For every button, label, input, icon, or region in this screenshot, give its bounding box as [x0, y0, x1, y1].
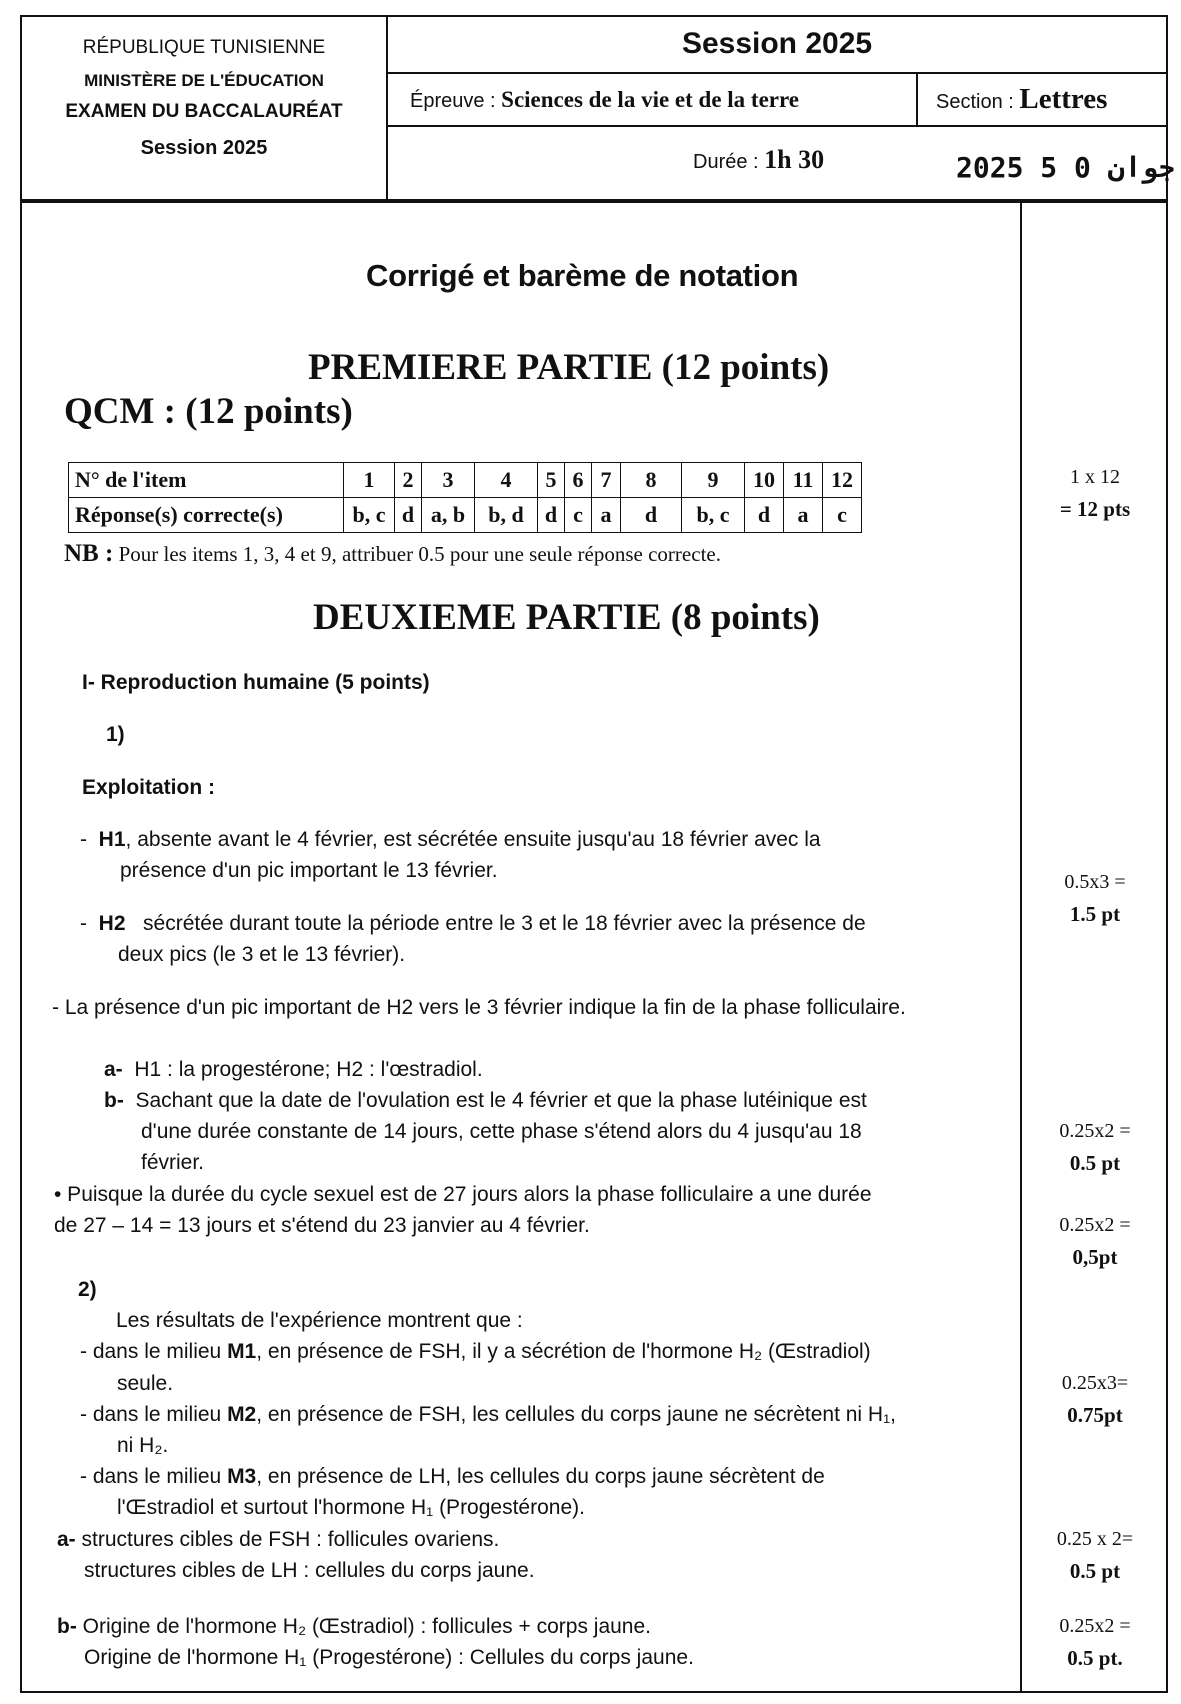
exam-name: EXAMEN DU BACCALAURÉAT [65, 101, 343, 122]
answer-cell: d [538, 498, 565, 533]
item-cell: 9 [682, 463, 745, 498]
result-m3: - dans le milieu M3, en présence de LH, les cellules du corps jaune sécrètent de [80, 1465, 825, 1488]
answer-cell: b, c [344, 498, 395, 533]
answer-cell: b, d [475, 498, 538, 533]
duree-value: 1h 30 [764, 145, 825, 174]
question-1-label: 1) [106, 723, 125, 746]
answer-2a [57, 1528, 499, 1552]
score-results [1022, 1372, 1168, 1428]
answer-cell: a, b [422, 498, 475, 533]
qcm-answer-table [68, 462, 862, 533]
answer-a [104, 1058, 483, 1082]
h1-label: H1 [98, 828, 126, 851]
item-cell: 4 [475, 463, 538, 498]
score-qcm [1022, 466, 1168, 522]
item-cell: 11 [784, 463, 823, 498]
score-exploitation-total: 1.5 pt [1069, 902, 1121, 926]
m1-label: M1 [227, 1340, 257, 1363]
item-cell: 7 [592, 463, 621, 498]
cycle-statement-line1: • Puisque la durée du cycle sexuel est de 27 jours alors la phase folliculaire a une durée [54, 1183, 872, 1206]
item-cell: 3 [422, 463, 475, 498]
date-stamp: 2025 جوان 0 5 [956, 151, 1176, 184]
item-cell: 6 [565, 463, 592, 498]
item-cell: 5 [538, 463, 565, 498]
result-m2: - dans le milieu M2, en présence de FSH, les cellules du corps jaune ne sécrètent ni H₁, [80, 1403, 897, 1426]
answer-cell: a [592, 498, 621, 533]
session-title: Session 2025 [681, 27, 873, 60]
item-cell: 1 [344, 463, 395, 498]
m3-label: M3 [227, 1465, 257, 1488]
section-label: Section : [936, 91, 1014, 113]
section-field [936, 83, 1107, 116]
score-2b-total: 0.5 pt. [1067, 1646, 1123, 1670]
cycle-statement-line2: de 27 – 14 = 13 jours et s'étend du 23 janvier au 4 février. [54, 1214, 590, 1237]
h1-text-line2: présence d'un pic important le 13 février. [120, 859, 498, 882]
answer-b-text-line1: Sachant que la date de l'ovulation est le 4 février et que la phase lutéinique est [135, 1089, 867, 1112]
answer-a-label: a- [104, 1058, 123, 1081]
answer-2b-line1: Origine de l'hormone H₂ (Œstradiol) : follicules + corps jaune. [82, 1615, 651, 1638]
result-m3-line2: l'Œstradiol et surtout l'hormone H₁ (Progestérone). [117, 1496, 585, 1519]
h2-label: H2 [98, 912, 126, 935]
score-2b [1022, 1615, 1168, 1671]
score-column-divider [1020, 201, 1022, 1693]
score-2a-formula: 0.25 x 2= [1056, 1528, 1134, 1550]
item-cell: 10 [745, 463, 784, 498]
section1-heading: I- Reproduction humaine (5 points) [82, 671, 430, 694]
epreuve-label: Épreuve : [410, 90, 496, 112]
score-exploitation-formula: 0.5x3 = [1064, 871, 1126, 893]
country-name: RÉPUBLIQUE TUNISIENNE [82, 37, 326, 58]
part1-heading: PREMIERE PARTIE (12 points) [308, 347, 830, 388]
score-2a [1022, 1528, 1168, 1584]
score-2b-formula: 0.25x2 = [1059, 1615, 1131, 1637]
answer-2b [57, 1615, 651, 1639]
score-qcm-formula: 1 x 12 [1070, 466, 1120, 488]
session-left: Session 2025 [140, 137, 268, 159]
answer-cell: d [745, 498, 784, 533]
correct-answer-header: Réponse(s) correcte(s) [69, 498, 344, 533]
ministry-name: MINISTÈRE DE L'ÉDUCATION [84, 71, 324, 90]
item-number-header: N° de l'item [69, 463, 344, 498]
header-left-box [20, 15, 388, 201]
answer-cell: c [565, 498, 592, 533]
score-cycle [1022, 1214, 1168, 1270]
score-exploitation [1022, 871, 1168, 927]
score-1b-total: 0.5 pt [1069, 1151, 1121, 1175]
result-m1-line2: seule. [117, 1372, 174, 1395]
results-intro: Les résultats de l'expérience montrent que : [116, 1309, 523, 1332]
qcm-heading: QCM : (12 points) [64, 391, 353, 432]
answer-2a-line2: structures cibles de LH : cellules du corps jaune. [84, 1559, 535, 1582]
score-cycle-formula: 0.25x2 = [1059, 1214, 1131, 1236]
score-1b-formula: 0.25x2 = [1059, 1120, 1131, 1142]
score-1b [1022, 1120, 1168, 1176]
answer-cell: a [784, 498, 823, 533]
epreuve-field [410, 87, 799, 113]
answer-cell: b, c [682, 498, 745, 533]
result-m2-line2: ni H₂. [117, 1434, 169, 1457]
score-results-total: 0.75pt [1067, 1403, 1123, 1427]
nb-note [64, 540, 721, 568]
h2-description: - H2 sécrétée durant toute la période entre le 3 et le 18 février avec la présence de [80, 912, 866, 935]
answer-2a-label: a- [57, 1528, 76, 1551]
question-2-label: 2) [78, 1278, 97, 1301]
h1-description: - H1, absente avant le 4 février, est sécrétée ensuite jusqu'au 18 février avec la [80, 828, 821, 851]
item-cell: 2 [395, 463, 422, 498]
answer-2b-label: b- [57, 1615, 77, 1638]
exploitation-heading: Exploitation : [82, 776, 215, 799]
answer-b [104, 1089, 867, 1113]
score-qcm-total: = 12 pts [1059, 497, 1131, 521]
answer-cell: c [823, 498, 862, 533]
answer-b-text-line3: février. [141, 1151, 205, 1174]
m2-label: M2 [227, 1403, 257, 1426]
answer-b-text-line2: d'une durée constante de 14 jours, cette phase s'étend alors du 4 jusqu'au 18 [141, 1120, 862, 1143]
section-value: Lettres [1019, 83, 1108, 115]
table-row-answers [69, 498, 862, 533]
score-2a-total: 0.5 pt [1069, 1559, 1121, 1583]
h1-text-line1: , absente avant le 4 février, est sécrétée ensuite jusqu'au 18 février avec la [125, 828, 821, 851]
part2-heading: DEUXIEME PARTIE (8 points) [313, 597, 820, 638]
pic-statement: - La présence d'un pic important de H2 vers le 3 février indique la fin de la phase folliculaire. [52, 996, 906, 1019]
duree-field [693, 145, 824, 175]
epreuve-value: Sciences de la vie et de la terre [501, 87, 800, 112]
score-results-formula: 0.25x3= [1061, 1372, 1129, 1394]
document-title: Corrigé et barème de notation [366, 258, 799, 293]
header-right-box [388, 15, 1176, 201]
nb-text: Pour les items 1, 3, 4 et 9, attribuer 0.5 pour une seule réponse correcte. [118, 542, 721, 566]
answer-b-label: b- [104, 1089, 124, 1112]
nb-label: NB : [64, 540, 114, 567]
answer-cell: d [395, 498, 422, 533]
answer-a-text: H1 : la progestérone; H2 : l'œstradiol. [134, 1058, 483, 1081]
score-cycle-total: 0,5pt [1072, 1245, 1118, 1269]
h2-text-line2: deux pics (le 3 et le 13 février). [118, 943, 406, 966]
h2-text-line1: sécrétée durant toute la période entre le 3 et le 18 février avec la présence de [143, 912, 866, 935]
table-row-items [69, 463, 862, 498]
item-cell: 12 [823, 463, 862, 498]
answer-cell: d [621, 498, 682, 533]
answer-2a-line1: structures cibles de FSH : follicules ovariens. [81, 1528, 500, 1551]
item-cell: 8 [621, 463, 682, 498]
answer-2b-line2: Origine de l'hormone H₁ (Progestérone) : Cellules du corps jaune. [84, 1646, 694, 1669]
result-m1: - dans le milieu M1, en présence de FSH, il y a sécrétion de l'hormone H₂ (Œstradiol) [80, 1340, 871, 1363]
duree-label: Durée : [693, 151, 759, 173]
